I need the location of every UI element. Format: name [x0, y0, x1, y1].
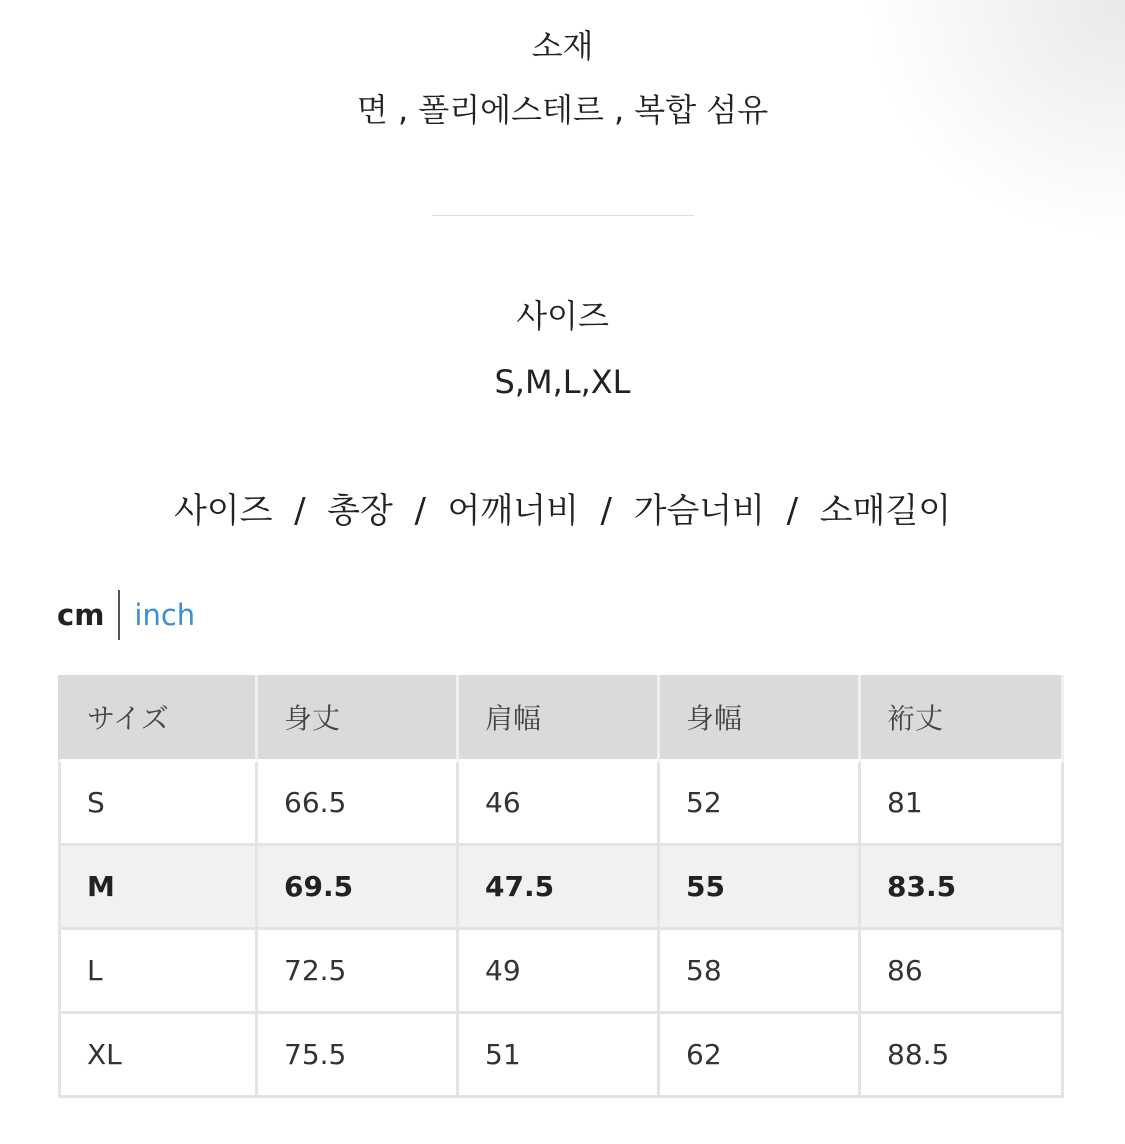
table-cell: M	[58, 846, 258, 930]
table-cell: 62	[660, 1014, 861, 1098]
header-chest: 身幅	[660, 675, 861, 762]
material-title: 소재	[531, 27, 594, 65]
table-cell: 81	[861, 762, 1064, 846]
table-cell: 75.5	[258, 1014, 459, 1098]
table-row	[58, 762, 1064, 846]
size-chart-table	[58, 675, 1064, 1098]
header-shoulder: 肩幅	[459, 675, 660, 762]
table-cell: 83.5	[861, 846, 1064, 930]
table-cell: 49	[459, 930, 660, 1014]
section-divider	[432, 215, 694, 216]
table-cell: L	[58, 930, 258, 1014]
measurement-labels: 사이즈 / 총장 / 어깨너비 / 가슴너비 / 소매길이	[173, 491, 952, 531]
unit-inch-button[interactable]: inch	[134, 598, 196, 632]
table-cell: 46	[459, 762, 660, 846]
table-cell: 58	[660, 930, 861, 1014]
unit-cm-button[interactable]: cm	[57, 598, 105, 632]
size-value: S,M,L,XL	[494, 363, 631, 401]
table-cell: 66.5	[258, 762, 459, 846]
table-cell: 55	[660, 846, 861, 930]
table-row	[58, 930, 1064, 1014]
table-row	[58, 1014, 1064, 1098]
unit-toggle	[57, 590, 195, 640]
table-cell: 69.5	[258, 846, 459, 930]
header-sleeve: 裄丈	[861, 675, 1064, 762]
material-value: 면 , 폴리에스테르 , 복합 섬유	[356, 91, 769, 129]
table-cell: 88.5	[861, 1014, 1064, 1098]
table-cell: XL	[58, 1014, 258, 1098]
header-size: サイズ	[58, 675, 258, 762]
header-length: 身丈	[258, 675, 459, 762]
unit-separator	[118, 590, 120, 640]
size-title: 사이즈	[516, 297, 609, 335]
table-cell: 86	[861, 930, 1064, 1014]
table-cell: 72.5	[258, 930, 459, 1014]
table-cell: S	[58, 762, 258, 846]
table-cell: 52	[660, 762, 861, 846]
table-header-row	[58, 675, 1064, 762]
table-row-highlighted	[58, 846, 1064, 930]
table-cell: 47.5	[459, 846, 660, 930]
table-cell: 51	[459, 1014, 660, 1098]
